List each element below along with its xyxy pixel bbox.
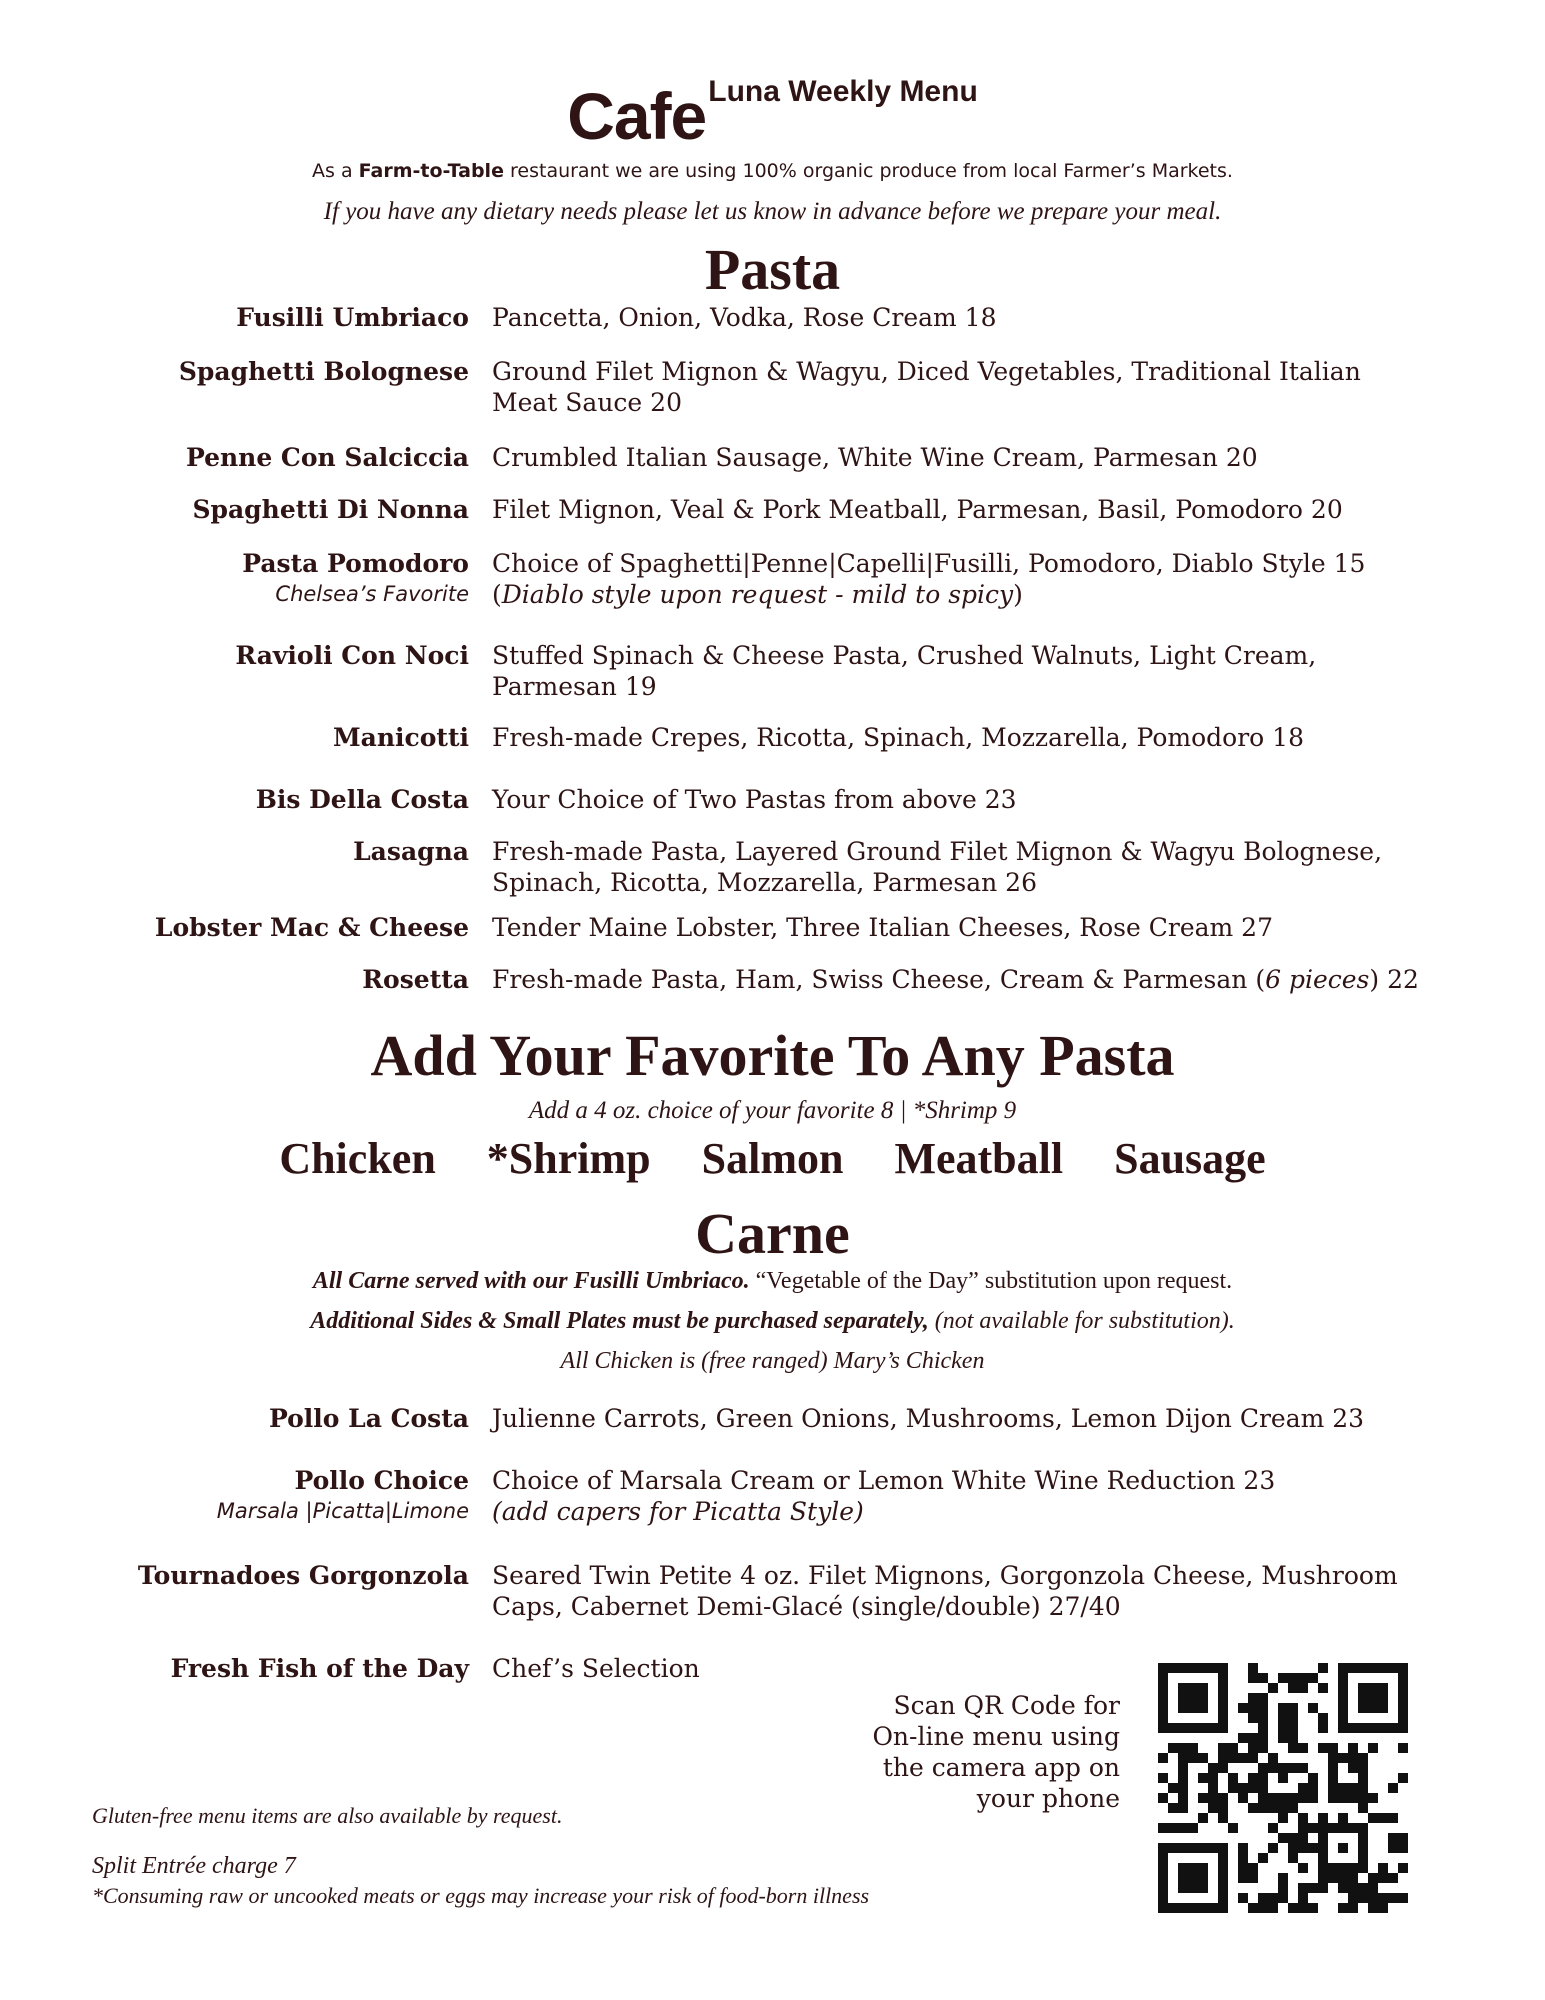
carne-note-bold: All Carne served with our Fusilli Umbriaco. [312,1268,750,1294]
item-name: Spaghetti Di Nonna [192,495,469,524]
carne-note-bold: Additional Sides & Small Plates must be purchased separately, [310,1308,929,1334]
addon-section-title: Add Your Favorite To Any Pasta [370,1023,1175,1088]
item-description: Stuffed Spinach & Cheese Pasta, Crushed Walnuts, Light Cream, Parmesan 19 [492,641,1317,701]
item-description: Tender Maine Lobster, Three Italian Cheeses, Rose Cream 27 [492,913,1273,942]
dietary-note: If you have any dietary needs please let us know in advance before we prepare your meal. [323,198,1222,225]
qr-caption [830,1690,1120,1814]
item-description: Seared Twin Petite 4 oz. Filet Mignons, Gorgonzola Cheese, Mushroom Caps, Cabernet Demi-Glacé (single/double) 27/40 [492,1561,1398,1621]
carne-note: All Chicken is (free ranged) Mary’s Chicken [560,1348,985,1374]
desc-line1: Choice of Marsala Cream or Lemon White Wine Reduction 23 [492,1466,1276,1495]
carne-note [0,1308,1545,1335]
page-title [0,75,1545,154]
desc-paren: ) [1013,580,1023,609]
carne-note [0,1268,1545,1295]
addon-option-chicken: Chicken [279,1134,436,1183]
carne-note-rest: “Vegetable of the Day” substitution upon request. [749,1268,1233,1294]
addon-option-meatball: Meatball [894,1134,1064,1183]
item-description: Fresh-made Crepes, Ricotta, Spinach, Mozzarella, Pomodoro 18 [492,723,1304,752]
intro-text [0,160,1545,182]
item-name: Lasagna [353,837,469,866]
qr-caption-line: your phone [976,1784,1120,1813]
desc-italic: (add capers for Picatta Style) [492,1497,864,1526]
item-description: Ground Filet Mignon & Wagyu, Diced Vegetables, Traditional Italian Meat Sauce 20 [492,357,1361,417]
item-name: Penne Con Salciccia [185,443,469,472]
addon-option-sausage: Sausage [1114,1134,1266,1183]
desc-line1: Choice of Spaghetti|Penne|Capelli|Fusilli, Pomodoro, Diablo Style 15 [492,549,1366,578]
item-name: Ravioli Con Noci [235,641,469,670]
item-description: Fresh-made Pasta, Layered Ground Filet Mignon & Wagyu Bolognese, Spinach, Ricotta, Mozzarella, Parmesan 26 [492,837,1383,897]
addon-options [0,1133,1545,1184]
desc-italic: Diablo style upon request - mild to spicy [501,580,1014,609]
desc-pre: Fresh-made Pasta, Ham, Swiss Cheese, Cream & Parmesan ( [492,965,1266,994]
item-description: Julienne Carrots, Green Onions, Mushrooms, Lemon Dijon Cream 23 [492,1404,1365,1433]
gluten-free-note: Gluten-free menu items are also available by request. [92,1803,563,1828]
item-name: Pollo La Costa [268,1404,469,1433]
split-charge-note: Split Entrée charge 7 [92,1853,296,1879]
qr-code-icon[interactable] [1158,1663,1408,1913]
item-name: Lobster Mac & Cheese [154,913,469,942]
qr-caption-line: On-line menu using [872,1722,1120,1751]
item-name: Fusilli Umbriaco [236,303,469,332]
intro-bold: Farm-to-Table [358,160,504,182]
item-name: Pasta Pomodoro [242,549,469,578]
item-description: Chef’s Selection [492,1654,700,1683]
item-name: Rosetta [362,965,469,994]
title-subtitle: Luna Weekly Menu [708,75,978,108]
item-name: Fresh Fish of the Day [170,1654,469,1683]
intro-pre: As a [312,160,359,182]
food-safety-warning: *Consuming raw or uncooked meats or eggs may increase your risk of food-born illness [92,1883,870,1908]
item-description [492,1465,1432,1527]
desc-italic: 6 pieces [1265,965,1370,994]
carne-note-rest: (not available for substitution). [928,1308,1235,1334]
cafe-wordmark: Cafe [567,79,707,153]
item-description: Your Choice of Two Pastas from above 23 [492,785,1017,814]
item-subtitle: Marsala |Picatta|Limone [216,1499,469,1523]
qr-caption-line: the camera app on [882,1753,1120,1782]
item-name: Spaghetti Bolognese [178,357,469,386]
item-description [492,548,1432,610]
item-subtitle: Chelsea’s Favorite [275,582,469,606]
addon-note: Add a 4 oz. choice of your favorite 8 | *Shrimp 9 [528,1097,1017,1124]
qr-caption-line: Scan QR Code for [893,1691,1120,1720]
item-description: Filet Mignon, Veal & Pork Meatball, Parmesan, Basil, Pomodoro 20 [492,495,1343,524]
pasta-section-title: Pasta [704,237,841,302]
item-name: Manicotti [332,723,469,752]
intro-post: restaurant we are using 100% organic produce from local Farmer’s Markets. [503,160,1233,182]
item-description [492,964,1432,995]
item-name: Pollo Choice [294,1466,469,1495]
addon-option-shrimp: *Shrimp [486,1134,651,1183]
item-name: Bis Della Costa [255,785,469,814]
desc-paren: ( [492,580,502,609]
item-description: Crumbled Italian Sausage, White Wine Cream, Parmesan 20 [492,443,1258,472]
addon-option-salmon: Salmon [701,1134,844,1183]
carne-section-title: Carne [695,1201,850,1266]
item-name: Tournadoes Gorgonzola [137,1561,469,1590]
desc-post: ) 22 [1369,965,1419,994]
item-description: Pancetta, Onion, Vodka, Rose Cream 18 [492,303,997,332]
